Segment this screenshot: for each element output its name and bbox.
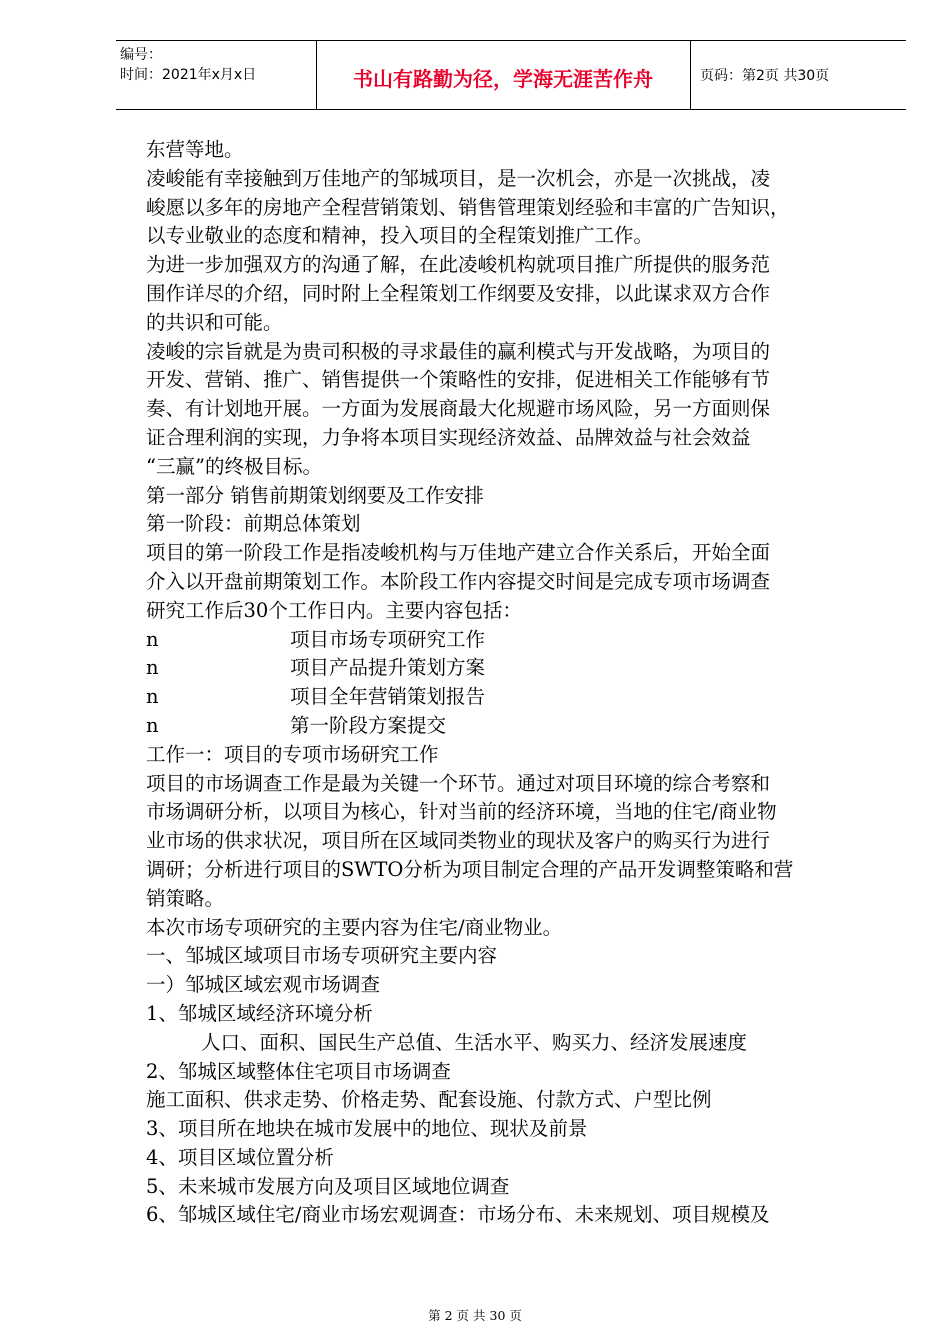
paragraph-line: 奏、有计划地开展。一方面为发展商最大化规避市场风险，另一方面则保	[146, 397, 771, 421]
paragraph-line: 研究工作后30个工作日内。主要内容包括：	[146, 598, 522, 622]
list-item-text: 第一阶段方案提交	[290, 713, 447, 737]
paragraph-line: 峻愿以多年的房地产全程营销策划、销售管理策划经验和丰富的广告知识，	[146, 195, 790, 219]
paragraph-line: 围作详尽的介绍，同时附上全程策划工作纲要及安排，以此谋求双方合作	[146, 281, 771, 305]
list-item-text: 项目市场专项研究工作	[290, 627, 486, 651]
list-item-text: 项目全年营销策划报告	[290, 685, 486, 709]
paragraph-line: 以专业敬业的态度和精神，投入项目的全程策划推广工作。	[146, 224, 654, 248]
list-item	[146, 712, 866, 741]
paragraph-line: 项目的第一阶段工作是指凌峻机构与万佳地产建立合作关系后，开始全面	[146, 541, 771, 565]
header-divider	[690, 41, 691, 109]
paragraph-line: 销策略。	[146, 886, 225, 910]
outline-item: 6、邹城区域住宅/商业市场宏观调查：市场分布、未来规划、项目规模及	[146, 1203, 770, 1227]
paragraph-line: 项目的市场调查工作是最为关键一个环节。通过对项目环境的综合考察和	[146, 771, 771, 795]
bullet-mark: n	[146, 713, 159, 737]
paragraph-line: 东营等地。	[146, 138, 244, 161]
footer-suffix: 页	[509, 1308, 522, 1323]
paragraph-line: 市场调研分析，以项目为核心，针对当前的经济环境，当地的住宅/商业物	[146, 800, 777, 824]
time-label: 时间：2021年x月x日	[120, 67, 257, 83]
footer-total-pages: 30	[489, 1308, 506, 1323]
paragraph-line: 调研；分析进行项目的SWTO分析为项目制定合理的产品开发调整策略和营	[146, 857, 794, 881]
paragraph-line: 为进一步加强双方的沟通了解，在此凌峻机构就项目推广所提供的服务范	[146, 253, 771, 277]
outline-detail: 施工面积、供求走势、价格走势、配套设施、付款方式、户型比例	[146, 1088, 712, 1112]
work-heading: 工作一：项目的专项市场研究工作	[146, 742, 439, 766]
paragraph-line: 证合理利润的实现，力争将本项目实现经济效益、品牌效益与社会效益	[146, 425, 751, 449]
section-heading: 第一部分 销售前期策划纲要及工作安排	[146, 483, 484, 507]
list-item	[146, 683, 866, 712]
bullet-mark: n	[146, 656, 159, 680]
stage-heading: 第一阶段：前期总体策划	[146, 512, 361, 536]
outline-detail: 人口、面积、国民生产总值、生活水平、购买力、经济发展速度	[201, 1030, 748, 1054]
header-page-info: 页码：第2页 共30页	[700, 68, 830, 84]
outline-heading: 一）邹城区域宏观市场调查	[146, 973, 381, 997]
header-meta	[120, 45, 315, 85]
paragraph-line: 开发、营销、推广、销售提供一个策略性的安排，促进相关工作能够有节	[146, 368, 771, 392]
outline-item: 5、未来城市发展方向及项目区域地位调查	[146, 1174, 510, 1198]
outline-item: 3、项目所在地块在城市发展中的地位、现状及前景	[146, 1117, 588, 1141]
paragraph-line: 凌峻能有幸接触到万佳地产的邹城项目，是一次机会，亦是一次挑战，凌	[146, 166, 771, 190]
list-item-text: 项目产品提升策划方案	[290, 656, 486, 680]
list-item	[146, 626, 866, 655]
bullet-mark: n	[146, 627, 159, 651]
list-item	[146, 654, 866, 683]
paragraph-line: 凌峻的宗旨就是为贵司积极的寻求最佳的赢利模式与开发战略，为项目的	[146, 339, 771, 363]
number-label: 编号：	[120, 47, 162, 63]
paragraph-line: 介入以开盘前期策划工作。本阶段工作内容提交时间是完成专项市场调查	[146, 569, 771, 593]
outline-item: 4、项目区域位置分析	[146, 1145, 334, 1169]
footer-middle: 页 共	[456, 1308, 486, 1323]
outline-item: 1、邹城区域经济环境分析	[146, 1001, 373, 1025]
paragraph-line: 业市场的供求状况，项目所在区域同类物业的现状及客户的购买行为进行	[146, 829, 771, 853]
bullet-mark: n	[146, 685, 159, 709]
page-footer	[0, 1306, 950, 1324]
outline-heading: 一、邹城区域项目市场专项研究主要内容	[146, 944, 498, 968]
paragraph-line: “三赢”的终极目标。	[146, 454, 322, 478]
document-body	[146, 136, 866, 1230]
footer-page-number: 2	[444, 1308, 453, 1323]
header-motto: 书山有路勤为径，学海无涯苦作舟	[353, 67, 653, 91]
page-header	[116, 40, 906, 110]
paragraph-line: 本次市场专项研究的主要内容为住宅/商业物业。	[146, 915, 563, 939]
outline-item: 2、邹城区域整体住宅项目市场调查	[146, 1059, 451, 1083]
footer-prefix: 第	[428, 1308, 441, 1323]
paragraph-line: 的共识和可能。	[146, 310, 283, 334]
